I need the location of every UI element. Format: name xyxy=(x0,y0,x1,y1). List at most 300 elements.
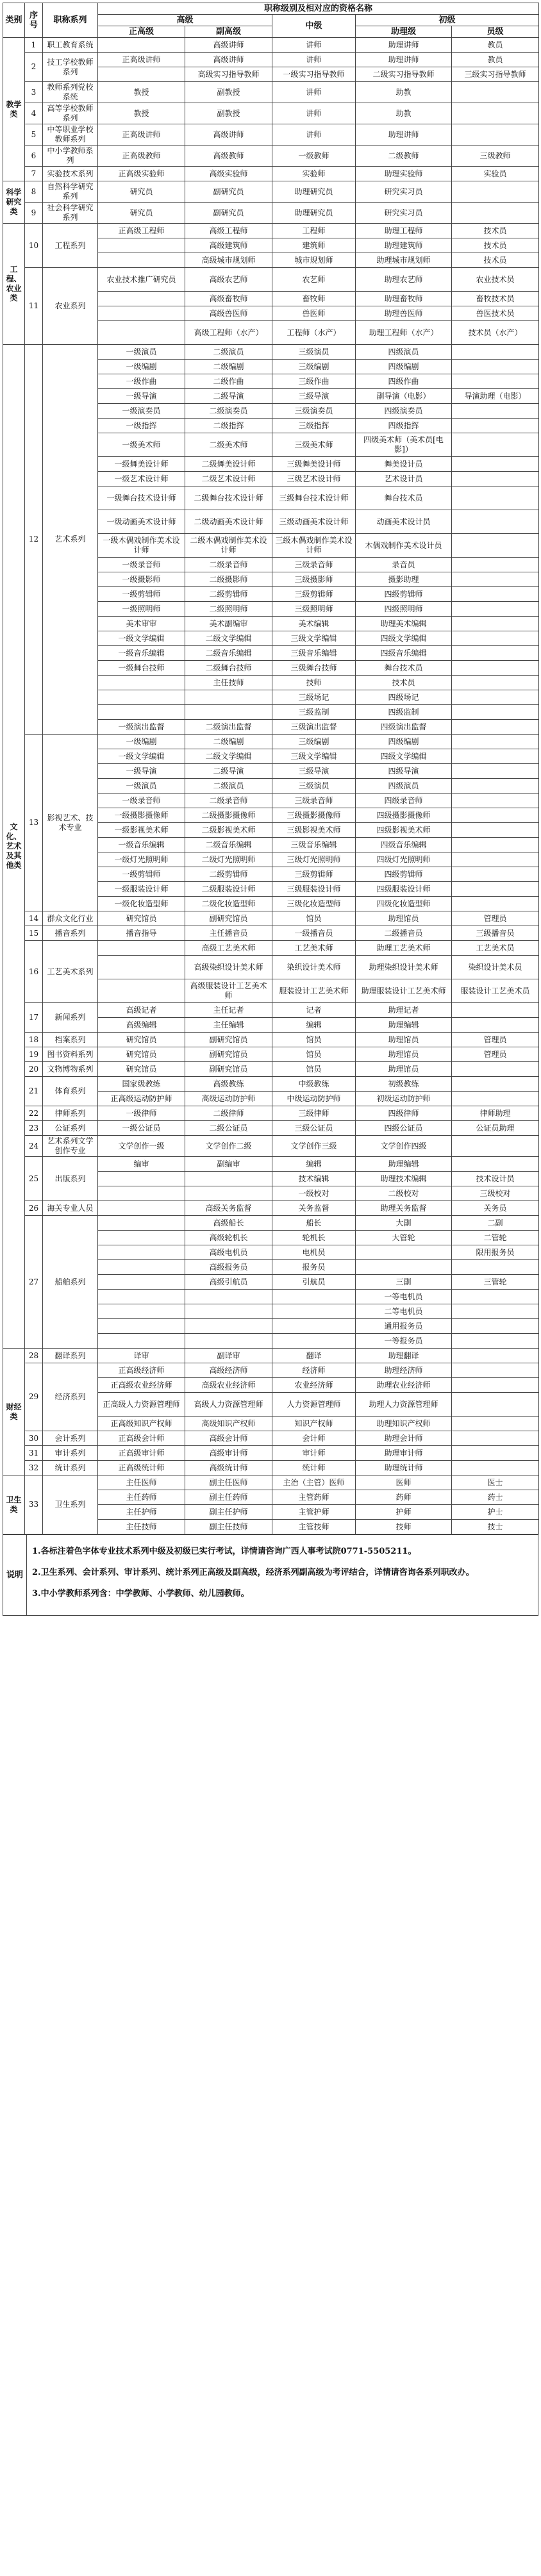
middle-cell: 编辑 xyxy=(272,1157,356,1172)
vice-senior-cell: 高级会计师 xyxy=(185,1431,272,1446)
header-junior: 初级 xyxy=(356,15,539,26)
assistant-cell: 初级教练 xyxy=(356,1077,452,1092)
seq-cell: 28 xyxy=(25,1349,43,1363)
vice-senior-cell: 高级运动防护师 xyxy=(185,1092,272,1106)
vice-senior-cell: 二级演员 xyxy=(185,779,272,794)
staff-cell: 二管轮 xyxy=(452,1231,539,1245)
vice-senior-cell xyxy=(185,1172,272,1186)
middle-cell: 三级美术师 xyxy=(272,433,356,457)
full-senior-cell xyxy=(98,941,185,956)
staff-cell xyxy=(452,705,539,720)
full-senior-cell: 正高级实验师 xyxy=(98,167,185,181)
staff-cell xyxy=(452,203,539,224)
assistant-cell: 二级教师 xyxy=(356,145,452,167)
staff-cell xyxy=(452,1319,539,1334)
vice-senior-cell: 副译审 xyxy=(185,1349,272,1363)
full-senior-cell: 研究员 xyxy=(98,181,185,203)
vice-senior-cell: 高级轮机长 xyxy=(185,1231,272,1245)
staff-cell xyxy=(452,419,539,433)
seq-cell: 17 xyxy=(25,1003,43,1033)
seq-cell: 25 xyxy=(25,1157,43,1201)
series-cell: 工艺美术系列 xyxy=(43,941,98,1003)
header-middle: 中级 xyxy=(272,15,356,38)
middle-cell: 三级演员 xyxy=(272,345,356,360)
assistant-cell: 助理馆员 xyxy=(356,1047,452,1062)
table-row xyxy=(3,926,539,941)
vice-senior-cell: 高级知识产权师 xyxy=(185,1417,272,1431)
vice-senior-cell: 高级实习指导教师 xyxy=(185,67,272,82)
vice-senior-cell: 副教授 xyxy=(185,103,272,124)
assistant-cell: 四级律师 xyxy=(356,1106,452,1121)
table-row xyxy=(3,82,539,103)
vice-senior-cell: 高级农业经济师 xyxy=(185,1378,272,1393)
full-senior-cell: 正高级人力资源管理师 xyxy=(98,1393,185,1417)
staff-cell xyxy=(452,457,539,472)
full-senior-cell: 一级摄影师 xyxy=(98,572,185,587)
table-row xyxy=(3,268,539,292)
vice-senior-cell: 副教授 xyxy=(185,82,272,103)
full-senior-cell xyxy=(98,1304,185,1319)
seq-cell: 3 xyxy=(25,82,43,103)
staff-cell xyxy=(452,882,539,897)
full-senior-cell: 教授 xyxy=(98,103,185,124)
middle-cell: 三级动画美术设计师 xyxy=(272,510,356,534)
full-senior-cell: 主任医师 xyxy=(98,1475,185,1490)
notes-content xyxy=(27,1535,538,1616)
vice-senior-cell: 副研究馆员 xyxy=(185,1033,272,1047)
vice-senior-cell: 高级工程师 xyxy=(185,224,272,238)
assistant-cell: 副导演（电影） xyxy=(356,389,452,404)
middle-cell: 技术编辑 xyxy=(272,1172,356,1186)
middle-cell: 兽医师 xyxy=(272,306,356,321)
table-row xyxy=(3,203,539,224)
assistant-cell: 四级摄影摄像师 xyxy=(356,808,452,823)
middle-cell: 经济师 xyxy=(272,1363,356,1378)
vice-senior-cell: 高级统计师 xyxy=(185,1461,272,1475)
assistant-cell: 助理工程师（水产） xyxy=(356,321,452,345)
seq-cell: 23 xyxy=(25,1121,43,1136)
table-row xyxy=(3,1106,539,1121)
vice-senior-cell: 二级音乐编辑 xyxy=(185,838,272,852)
full-senior-cell xyxy=(98,1231,185,1245)
vice-senior-cell: 副编审 xyxy=(185,1157,272,1172)
assistant-cell: 四级美术师（美术员[电影]） xyxy=(356,433,452,457)
full-senior-cell: 教授 xyxy=(98,82,185,103)
full-senior-cell xyxy=(98,979,185,1003)
series-cell: 经济系列 xyxy=(43,1363,98,1431)
full-senior-cell xyxy=(98,238,185,253)
vice-senior-cell: 主任播音员 xyxy=(185,926,272,941)
table-row xyxy=(3,124,539,145)
vice-senior-cell: 副研究馆员 xyxy=(185,1062,272,1077)
series-cell: 教师系列党校系统 xyxy=(43,82,98,103)
middle-cell: 三级律师 xyxy=(272,1106,356,1121)
vice-senior-cell: 高级关务监督 xyxy=(185,1201,272,1216)
staff-cell xyxy=(452,617,539,631)
category-cell: 卫生类 xyxy=(3,1475,25,1534)
staff-cell xyxy=(452,867,539,882)
assistant-cell: 助理馆员 xyxy=(356,1062,452,1077)
full-senior-cell: 一级音乐编辑 xyxy=(98,838,185,852)
staff-cell: 三级播音员 xyxy=(452,926,539,941)
assistant-cell: 助理建筑师 xyxy=(356,238,452,253)
middle-cell: 馆员 xyxy=(272,1047,356,1062)
middle-cell: 三级演出监督 xyxy=(272,720,356,735)
middle-cell: 三级导演 xyxy=(272,389,356,404)
staff-cell xyxy=(452,808,539,823)
staff-cell: 服装设计工艺美术员 xyxy=(452,979,539,1003)
full-senior-cell xyxy=(98,676,185,690)
note-item: 2.卫生系列、会计系列、审计系列、统计系列正高级及副高级，经济系列副高级为考评结合，详情请咨询各系列职改办。 xyxy=(32,1568,474,1577)
staff-cell xyxy=(452,1363,539,1378)
middle-cell: 工程师 xyxy=(272,224,356,238)
seq-cell: 4 xyxy=(25,103,43,124)
vice-senior-cell: 高级服装设计工艺美术师 xyxy=(185,979,272,1003)
vice-senior-cell: 高级审计师 xyxy=(185,1446,272,1461)
seq-cell: 5 xyxy=(25,124,43,145)
staff-cell xyxy=(452,1417,539,1431)
vice-senior-cell: 二级演奏员 xyxy=(185,404,272,419)
full-senior-cell: 研究馆员 xyxy=(98,1033,185,1047)
vice-senior-cell xyxy=(185,1290,272,1304)
seq-cell: 30 xyxy=(25,1431,43,1446)
full-senior-cell: 一级动画美术设计师 xyxy=(98,510,185,534)
header-vice-senior: 副高级 xyxy=(185,26,272,38)
middle-cell: 主治（主管）医师 xyxy=(272,1475,356,1490)
seq-cell: 19 xyxy=(25,1047,43,1062)
vice-senior-cell: 二级音乐编辑 xyxy=(185,646,272,661)
category-cell: 科学研究类 xyxy=(3,181,25,224)
full-senior-cell: 研究馆员 xyxy=(98,1047,185,1062)
staff-cell xyxy=(452,82,539,103)
seq-cell: 7 xyxy=(25,167,43,181)
middle-cell: 畜牧师 xyxy=(272,292,356,306)
full-senior-cell xyxy=(98,1186,185,1201)
full-senior-cell: 一级剪辑师 xyxy=(98,867,185,882)
vice-senior-cell: 二级录音师 xyxy=(185,558,272,572)
table-row xyxy=(3,145,539,167)
middle-cell: 讲师 xyxy=(272,124,356,145)
middle-cell: 助理研究员 xyxy=(272,203,356,224)
full-senior-cell: 正高级讲师 xyxy=(98,124,185,145)
assistant-cell: 助理馆员 xyxy=(356,1033,452,1047)
staff-cell: 导演助理（电影） xyxy=(452,389,539,404)
full-senior-cell: 主任护师 xyxy=(98,1505,185,1520)
seq-cell: 24 xyxy=(25,1136,43,1157)
vice-senior-cell: 二级舞台技师 xyxy=(185,661,272,676)
full-senior-cell xyxy=(98,292,185,306)
staff-cell xyxy=(452,1431,539,1446)
staff-cell xyxy=(452,823,539,838)
staff-cell xyxy=(452,794,539,808)
assistant-cell: 助理畜牧师 xyxy=(356,292,452,306)
vice-senior-cell: 高级讲师 xyxy=(185,124,272,145)
full-senior-cell xyxy=(98,1245,185,1260)
vice-senior-cell: 高级兽医师 xyxy=(185,306,272,321)
staff-cell xyxy=(452,897,539,911)
staff-cell: 三级教师 xyxy=(452,145,539,167)
assistant-cell: 助理农业经济师 xyxy=(356,1378,452,1393)
full-senior-cell xyxy=(98,1290,185,1304)
assistant-cell: 助理翻译 xyxy=(356,1349,452,1363)
middle-cell: 工程师（水产） xyxy=(272,321,356,345)
header-full-senior: 正高级 xyxy=(98,26,185,38)
middle-cell: 三级摄影师 xyxy=(272,572,356,587)
table-row xyxy=(3,1033,539,1047)
staff-cell xyxy=(452,510,539,534)
full-senior-cell: 一级录音师 xyxy=(98,558,185,572)
assistant-cell: 录音员 xyxy=(356,558,452,572)
assistant-cell: 助教 xyxy=(356,103,452,124)
assistant-cell: 助理讲师 xyxy=(356,53,452,67)
assistant-cell: 一等电机员 xyxy=(356,1290,452,1304)
staff-cell: 畜牧技术员 xyxy=(452,292,539,306)
middle-cell: 三级作曲 xyxy=(272,374,356,389)
vice-senior-cell: 二级导演 xyxy=(185,389,272,404)
staff-cell xyxy=(452,735,539,749)
full-senior-cell: 一级影视美术师 xyxy=(98,823,185,838)
vice-senior-cell: 高级讲师 xyxy=(185,38,272,53)
vice-senior-cell: 二级文学编辑 xyxy=(185,749,272,764)
series-cell: 工程系列 xyxy=(43,224,98,268)
middle-cell: 三级演员 xyxy=(272,779,356,794)
middle-cell xyxy=(272,1334,356,1349)
series-cell: 播音系列 xyxy=(43,926,98,941)
middle-cell: 染织设计美术师 xyxy=(272,956,356,979)
full-senior-cell: 编审 xyxy=(98,1157,185,1172)
middle-cell: 三级灯光照明师 xyxy=(272,852,356,867)
staff-cell: 三级校对 xyxy=(452,1186,539,1201)
staff-cell xyxy=(452,360,539,374)
table-row xyxy=(3,181,539,203)
assistant-cell: 初级运动防护师 xyxy=(356,1092,452,1106)
table-row xyxy=(3,1475,539,1490)
assistant-cell: 助理编辑 xyxy=(356,1018,452,1033)
middle-cell xyxy=(272,1304,356,1319)
vice-senior-cell: 高级报务员 xyxy=(185,1260,272,1275)
middle-cell: 三级影视美术师 xyxy=(272,823,356,838)
staff-cell xyxy=(452,1003,539,1018)
seq-cell: 32 xyxy=(25,1461,43,1475)
series-cell: 档案系列 xyxy=(43,1033,98,1047)
staff-cell xyxy=(452,433,539,457)
series-cell: 公证系列 xyxy=(43,1121,98,1136)
seq-cell: 6 xyxy=(25,145,43,167)
middle-cell: 主管药师 xyxy=(272,1490,356,1505)
assistant-cell: 助理经济师 xyxy=(356,1363,452,1378)
full-senior-cell xyxy=(98,1216,185,1231)
staff-cell: 三级实习指导教师 xyxy=(452,67,539,82)
assistant-cell: 助理工艺美术师 xyxy=(356,941,452,956)
full-senior-cell: 主任药师 xyxy=(98,1490,185,1505)
staff-cell: 技术员 xyxy=(452,238,539,253)
vice-senior-cell: 高级讲师 xyxy=(185,53,272,67)
assistant-cell: 大管轮 xyxy=(356,1231,452,1245)
middle-cell: 讲师 xyxy=(272,82,356,103)
middle-cell: 中级教练 xyxy=(272,1077,356,1092)
series-cell: 高等学校教师系列 xyxy=(43,103,98,124)
staff-cell: 管理员 xyxy=(452,911,539,926)
vice-senior-cell: 二级影视美术师 xyxy=(185,823,272,838)
assistant-cell: 助理城市规划师 xyxy=(356,253,452,268)
category-cell: 工程、农业类 xyxy=(3,224,25,345)
series-cell: 律师系列 xyxy=(43,1106,98,1121)
middle-cell: 电机员 xyxy=(272,1245,356,1260)
staff-cell xyxy=(452,1349,539,1363)
table-row xyxy=(3,735,539,749)
staff-cell: 工艺美术员 xyxy=(452,941,539,956)
middle-cell: 三级舞美设计师 xyxy=(272,457,356,472)
assistant-cell: 四级照明师 xyxy=(356,602,452,617)
vice-senior-cell: 二级导演 xyxy=(185,764,272,779)
vice-senior-cell: 高级农艺师 xyxy=(185,268,272,292)
middle-cell: 三级文学编辑 xyxy=(272,631,356,646)
assistant-cell: 药师 xyxy=(356,1490,452,1505)
assistant-cell: 四级演员 xyxy=(356,779,452,794)
assistant-cell: 木偶戏制作美术设计员 xyxy=(356,534,452,558)
middle-cell: 人力资源管理师 xyxy=(272,1393,356,1417)
full-senior-cell xyxy=(98,1260,185,1275)
assistant-cell: 助理关务监督 xyxy=(356,1201,452,1216)
full-senior-cell xyxy=(98,38,185,53)
assistant-cell: 护师 xyxy=(356,1505,452,1520)
full-senior-cell: 一级导演 xyxy=(98,389,185,404)
assistant-cell: 四级场记 xyxy=(356,690,452,705)
vice-senior-cell: 副研究馆员 xyxy=(185,1047,272,1062)
staff-cell: 护士 xyxy=(452,1505,539,1520)
series-cell: 翻译系列 xyxy=(43,1349,98,1363)
assistant-cell: 摄影助理 xyxy=(356,572,452,587)
vice-senior-cell: 高级建筑师 xyxy=(185,238,272,253)
assistant-cell: 研究实习员 xyxy=(356,203,452,224)
middle-cell: 三级演奏员 xyxy=(272,404,356,419)
series-cell: 中小学教师系列 xyxy=(43,145,98,167)
assistant-cell: 技术员 xyxy=(356,676,452,690)
full-senior-cell xyxy=(98,321,185,345)
vice-senior-cell: 主任技师 xyxy=(185,676,272,690)
full-senior-cell: 一级律师 xyxy=(98,1106,185,1121)
assistant-cell xyxy=(356,1260,452,1275)
middle-cell: 中级运动防护师 xyxy=(272,1092,356,1106)
vice-senior-cell: 二级木偶戏制作美术设计师 xyxy=(185,534,272,558)
middle-cell: 三级化妆造型师 xyxy=(272,897,356,911)
middle-cell: 农艺师 xyxy=(272,268,356,292)
note-item: 3.中小学教师系列含：中学教师、小学教师、幼儿园教师。 xyxy=(32,1589,249,1599)
table-row xyxy=(3,38,539,53)
series-cell: 图书资料系列 xyxy=(43,1047,98,1062)
series-cell: 艺术系列 xyxy=(43,345,98,735)
table-row xyxy=(3,1077,539,1092)
assistant-cell: 助理服装设计工艺美术师 xyxy=(356,979,452,1003)
vice-senior-cell: 高级工程师（水产） xyxy=(185,321,272,345)
vice-senior-cell: 二级化妆造型师 xyxy=(185,897,272,911)
middle-cell xyxy=(272,1290,356,1304)
series-cell: 文物博物系列 xyxy=(43,1062,98,1077)
table-row xyxy=(3,1157,539,1172)
table-body xyxy=(3,38,539,1534)
assistant-cell: 四级影视美术师 xyxy=(356,823,452,838)
table-row xyxy=(3,1363,539,1378)
notes-label: 说明 xyxy=(3,1535,27,1616)
full-senior-cell: 正高级统计师 xyxy=(98,1461,185,1475)
full-senior-cell: 一级编剧 xyxy=(98,360,185,374)
staff-cell: 医士 xyxy=(452,1475,539,1490)
seq-cell: 1 xyxy=(25,38,43,53)
middle-cell: 一级教师 xyxy=(272,145,356,167)
assistant-cell: 助理讲师 xyxy=(356,38,452,53)
middle-cell: 建筑师 xyxy=(272,238,356,253)
staff-cell xyxy=(452,838,539,852)
full-senior-cell: 一级演员 xyxy=(98,345,185,360)
staff-cell: 管理员 xyxy=(452,1033,539,1047)
full-senior-cell xyxy=(98,1275,185,1290)
table-row xyxy=(3,1062,539,1077)
table-row xyxy=(3,224,539,238)
vice-senior-cell: 高级教练 xyxy=(185,1077,272,1092)
vice-senior-cell: 副主任护师 xyxy=(185,1505,272,1520)
staff-cell xyxy=(452,558,539,572)
full-senior-cell xyxy=(98,253,185,268)
staff-cell xyxy=(452,1018,539,1033)
assistant-cell: 助理编辑 xyxy=(356,1157,452,1172)
staff-cell: 药士 xyxy=(452,1490,539,1505)
middle-cell: 讲师 xyxy=(272,38,356,53)
vice-senior-cell: 副研究员 xyxy=(185,181,272,203)
staff-cell xyxy=(452,404,539,419)
staff-cell xyxy=(452,472,539,486)
middle-cell: 三级场记 xyxy=(272,690,356,705)
staff-cell xyxy=(452,124,539,145)
vice-senior-cell: 主任编辑 xyxy=(185,1018,272,1033)
middle-cell: 三级服装设计师 xyxy=(272,882,356,897)
vice-senior-cell: 二级律师 xyxy=(185,1106,272,1121)
middle-cell: 实验师 xyxy=(272,167,356,181)
table-row xyxy=(3,1047,539,1062)
middle-cell: 助理研究员 xyxy=(272,181,356,203)
full-senior-cell: 译审 xyxy=(98,1349,185,1363)
full-senior-cell: 一级音乐编辑 xyxy=(98,646,185,661)
staff-cell: 公证员助理 xyxy=(452,1121,539,1136)
staff-cell xyxy=(452,1290,539,1304)
middle-cell: 主管技师 xyxy=(272,1520,356,1534)
middle-cell: 统计师 xyxy=(272,1461,356,1475)
staff-cell xyxy=(452,486,539,510)
table-row xyxy=(3,1121,539,1136)
staff-cell xyxy=(452,181,539,203)
staff-cell: 兽医技术员 xyxy=(452,306,539,321)
assistant-cell: 二级播音员 xyxy=(356,926,452,941)
middle-cell: 美术编辑 xyxy=(272,617,356,631)
assistant-cell: 大副 xyxy=(356,1216,452,1231)
assistant-cell: 助理馆员 xyxy=(356,911,452,926)
table-header xyxy=(3,3,539,38)
full-senior-cell: 研究馆员 xyxy=(98,911,185,926)
full-senior-cell: 一级文学编辑 xyxy=(98,631,185,646)
vice-senior-cell: 副研究员 xyxy=(185,203,272,224)
middle-cell: 报务员 xyxy=(272,1260,356,1275)
vice-senior-cell: 二级编剧 xyxy=(185,735,272,749)
assistant-cell: 助理人力资源管理师 xyxy=(356,1393,452,1417)
assistant-cell: 四级音乐编辑 xyxy=(356,646,452,661)
category-cell: 教学类 xyxy=(3,38,25,181)
assistant-cell: 二级实习指导教师 xyxy=(356,67,452,82)
full-senior-cell: 一级摄影摄像师 xyxy=(98,808,185,823)
full-senior-cell: 正高级会计师 xyxy=(98,1431,185,1446)
middle-cell: 记者 xyxy=(272,1003,356,1018)
vice-senior-cell: 美术副编审 xyxy=(185,617,272,631)
middle-cell: 轮机长 xyxy=(272,1231,356,1245)
table-row xyxy=(3,1216,539,1231)
